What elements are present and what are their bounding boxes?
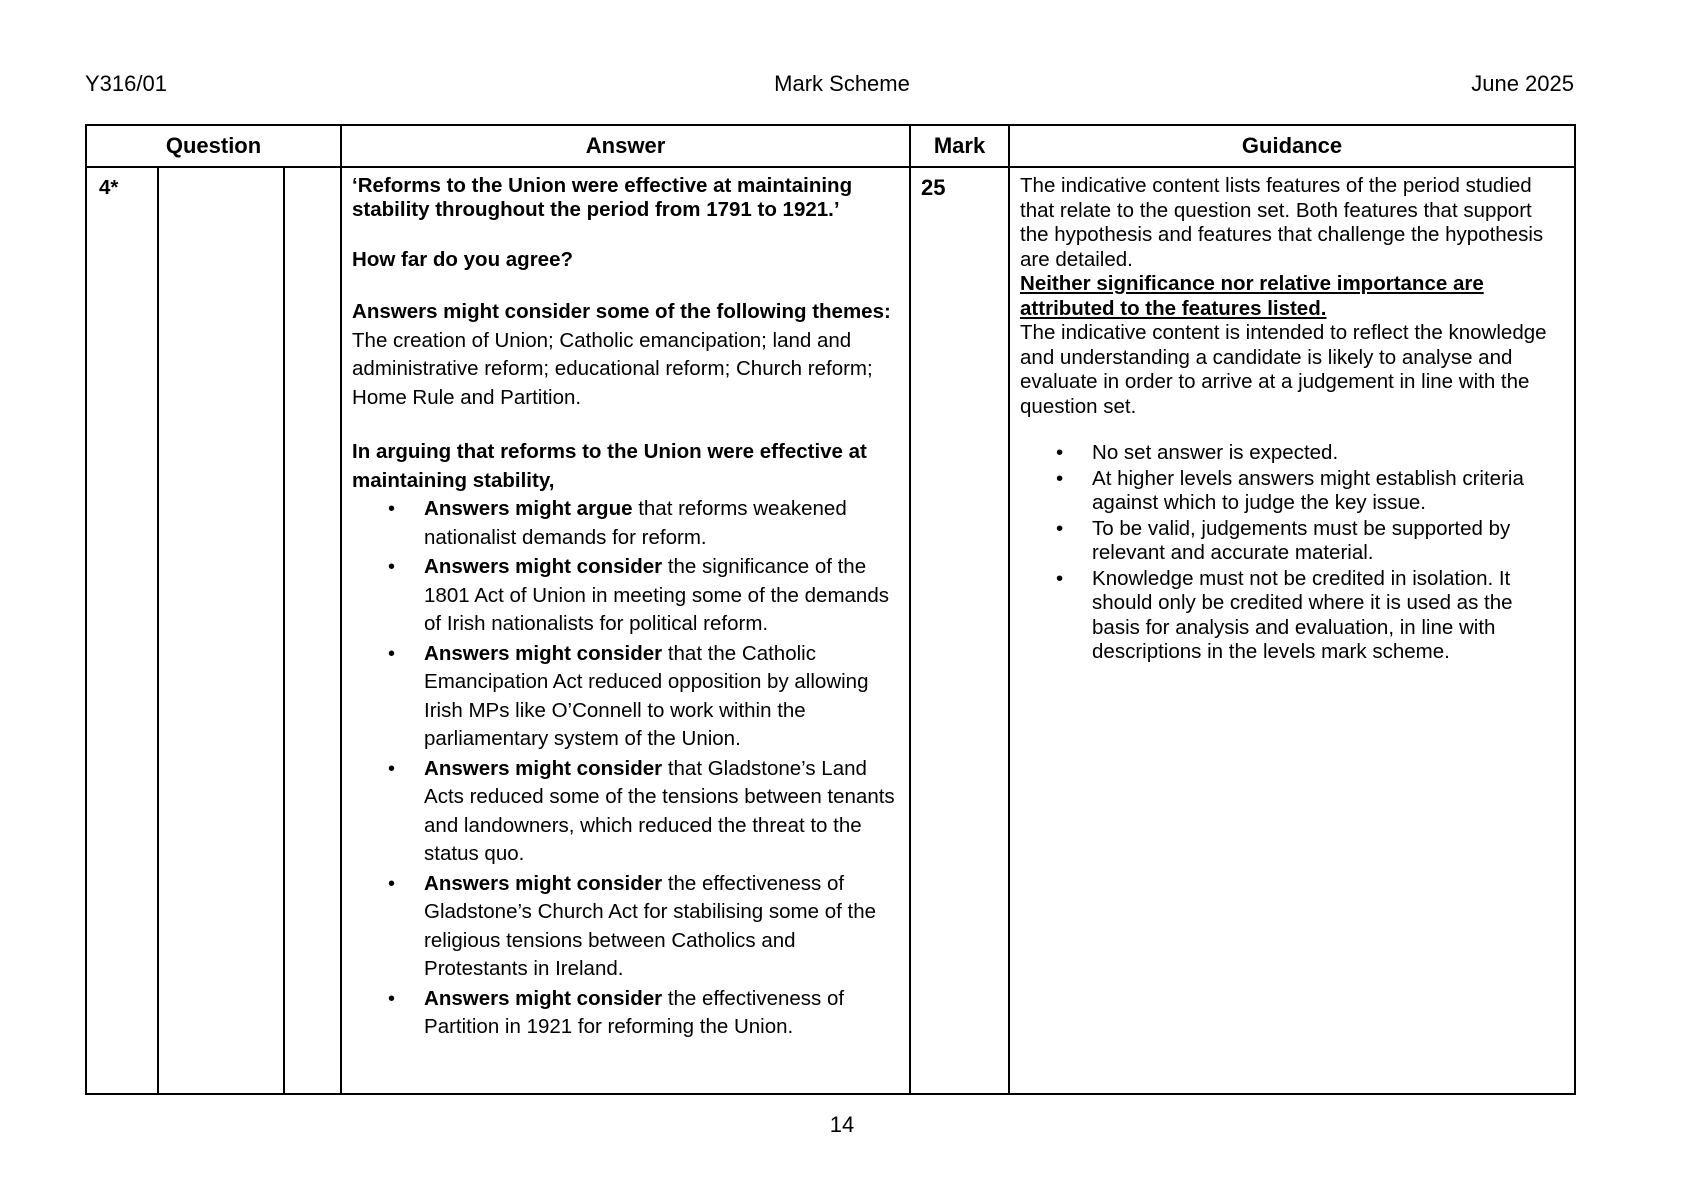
column-header-mark: Mark [910, 125, 1009, 167]
list-item: • No set answer is expected. [1092, 441, 1564, 466]
guidance-emphasis: Neither significance nor relative importance are attributed to the features listed. [1020, 272, 1484, 320]
list-item [424, 985, 899, 1042]
list-item [424, 553, 899, 639]
question-number-cell [86, 167, 158, 1094]
document-title: Mark Scheme [774, 71, 910, 96]
list-item: • Knowledge must not be credited in isolation. It should only be credited where it is used as the basis for analysis and evaluation, in line with descriptions in the levels mark scheme. [1092, 567, 1564, 665]
bullet-lead: Answers might argue [424, 497, 633, 520]
bullet-text: that Gladstone’s Land Acts reduced some of the tensions between tenants and landowners, which reduced the threat to the status quo. [424, 756, 895, 865]
question-number: 4* [99, 176, 119, 199]
question-quote: ‘Reforms to the Union were effective at maintaining stability throughout the period from 1791 to 1921.’ [352, 174, 853, 221]
bullet-text: the significance of the 1801 Act of Union in meeting some of the demands of Irish nationalists for political reform. [424, 555, 889, 635]
bullet-text: that the Catholic Emancipation Act reduced opposition by allowing Irish MPs like O’Connell to work within the parliamentary system of the Union. [424, 641, 869, 750]
bullet-lead: Answers might consider [424, 641, 663, 665]
column-header-question: Question [86, 125, 341, 167]
answer-cell [341, 167, 910, 1094]
themes-text: The creation of Union; Catholic emancipation; land and administrative reform; educational reform; Church reform; Home Rule and Partition. [352, 328, 873, 409]
bullet-lead: Answers might consider [424, 756, 663, 780]
bullet-lead: Answers might consider [424, 555, 663, 578]
list-item: • At higher levels answers might establish criteria against which to judge the key issue. [1092, 467, 1564, 516]
mark-scheme-table [85, 124, 1576, 1095]
mark-cell [910, 167, 1009, 1094]
exam-date: June 2025 [1471, 71, 1574, 96]
mark-value: 25 [921, 175, 946, 200]
bullet-lead: Answers might consider [424, 986, 663, 1010]
argument-lead: In arguing that reforms to the Union were effective at maintaining stability, [352, 440, 867, 492]
bullet-text: the effectiveness of Partition in 1921 for reforming the Union. [424, 986, 845, 1038]
answer-bullet-list [352, 495, 899, 1042]
table-header-row [86, 125, 1575, 167]
paper-code: Y316/01 [85, 71, 167, 96]
guidance-paragraph-2: The indicative content is intended to reflect the knowledge and understanding a candidate is likely to analyse and evaluate in order to arrive at a judgement in line with the question set. [1020, 321, 1547, 418]
guidance-paragraph-1: The indicative content lists features of the period studied that relate to the question set. Both features that support the hypothesis and features that challenge the hypothesis are detailed. [1020, 174, 1544, 271]
list-item [424, 870, 899, 984]
question-subpart-cell [158, 167, 284, 1094]
column-header-guidance: Guidance [1009, 125, 1575, 167]
column-header-answer: Answer [341, 125, 910, 167]
list-item: • To be valid, judgements must be supported by relevant and accurate material. [1092, 517, 1564, 566]
list-item [424, 640, 899, 754]
table-row [86, 167, 1575, 1094]
question-prompt: How far do you agree? [352, 248, 574, 271]
bullet-text: that reforms weakened nationalist demands for reform. [424, 497, 847, 549]
guidance-bullet-list [1020, 441, 1564, 665]
list-item [424, 755, 899, 869]
list-item [424, 495, 899, 552]
bullet-lead: Answers might consider [424, 871, 663, 895]
themes-paragraph [352, 298, 899, 412]
bullet-text: the effectiveness of Gladstone’s Church Act for stabilising some of the religious tensions between Catholics and Protestants in Ireland. [424, 871, 877, 980]
themes-lead: Answers might consider some of the following themes: [352, 300, 891, 323]
page-number: 14 [829, 1112, 855, 1137]
guidance-cell [1009, 167, 1575, 1094]
question-subsubpart-cell [284, 167, 341, 1094]
